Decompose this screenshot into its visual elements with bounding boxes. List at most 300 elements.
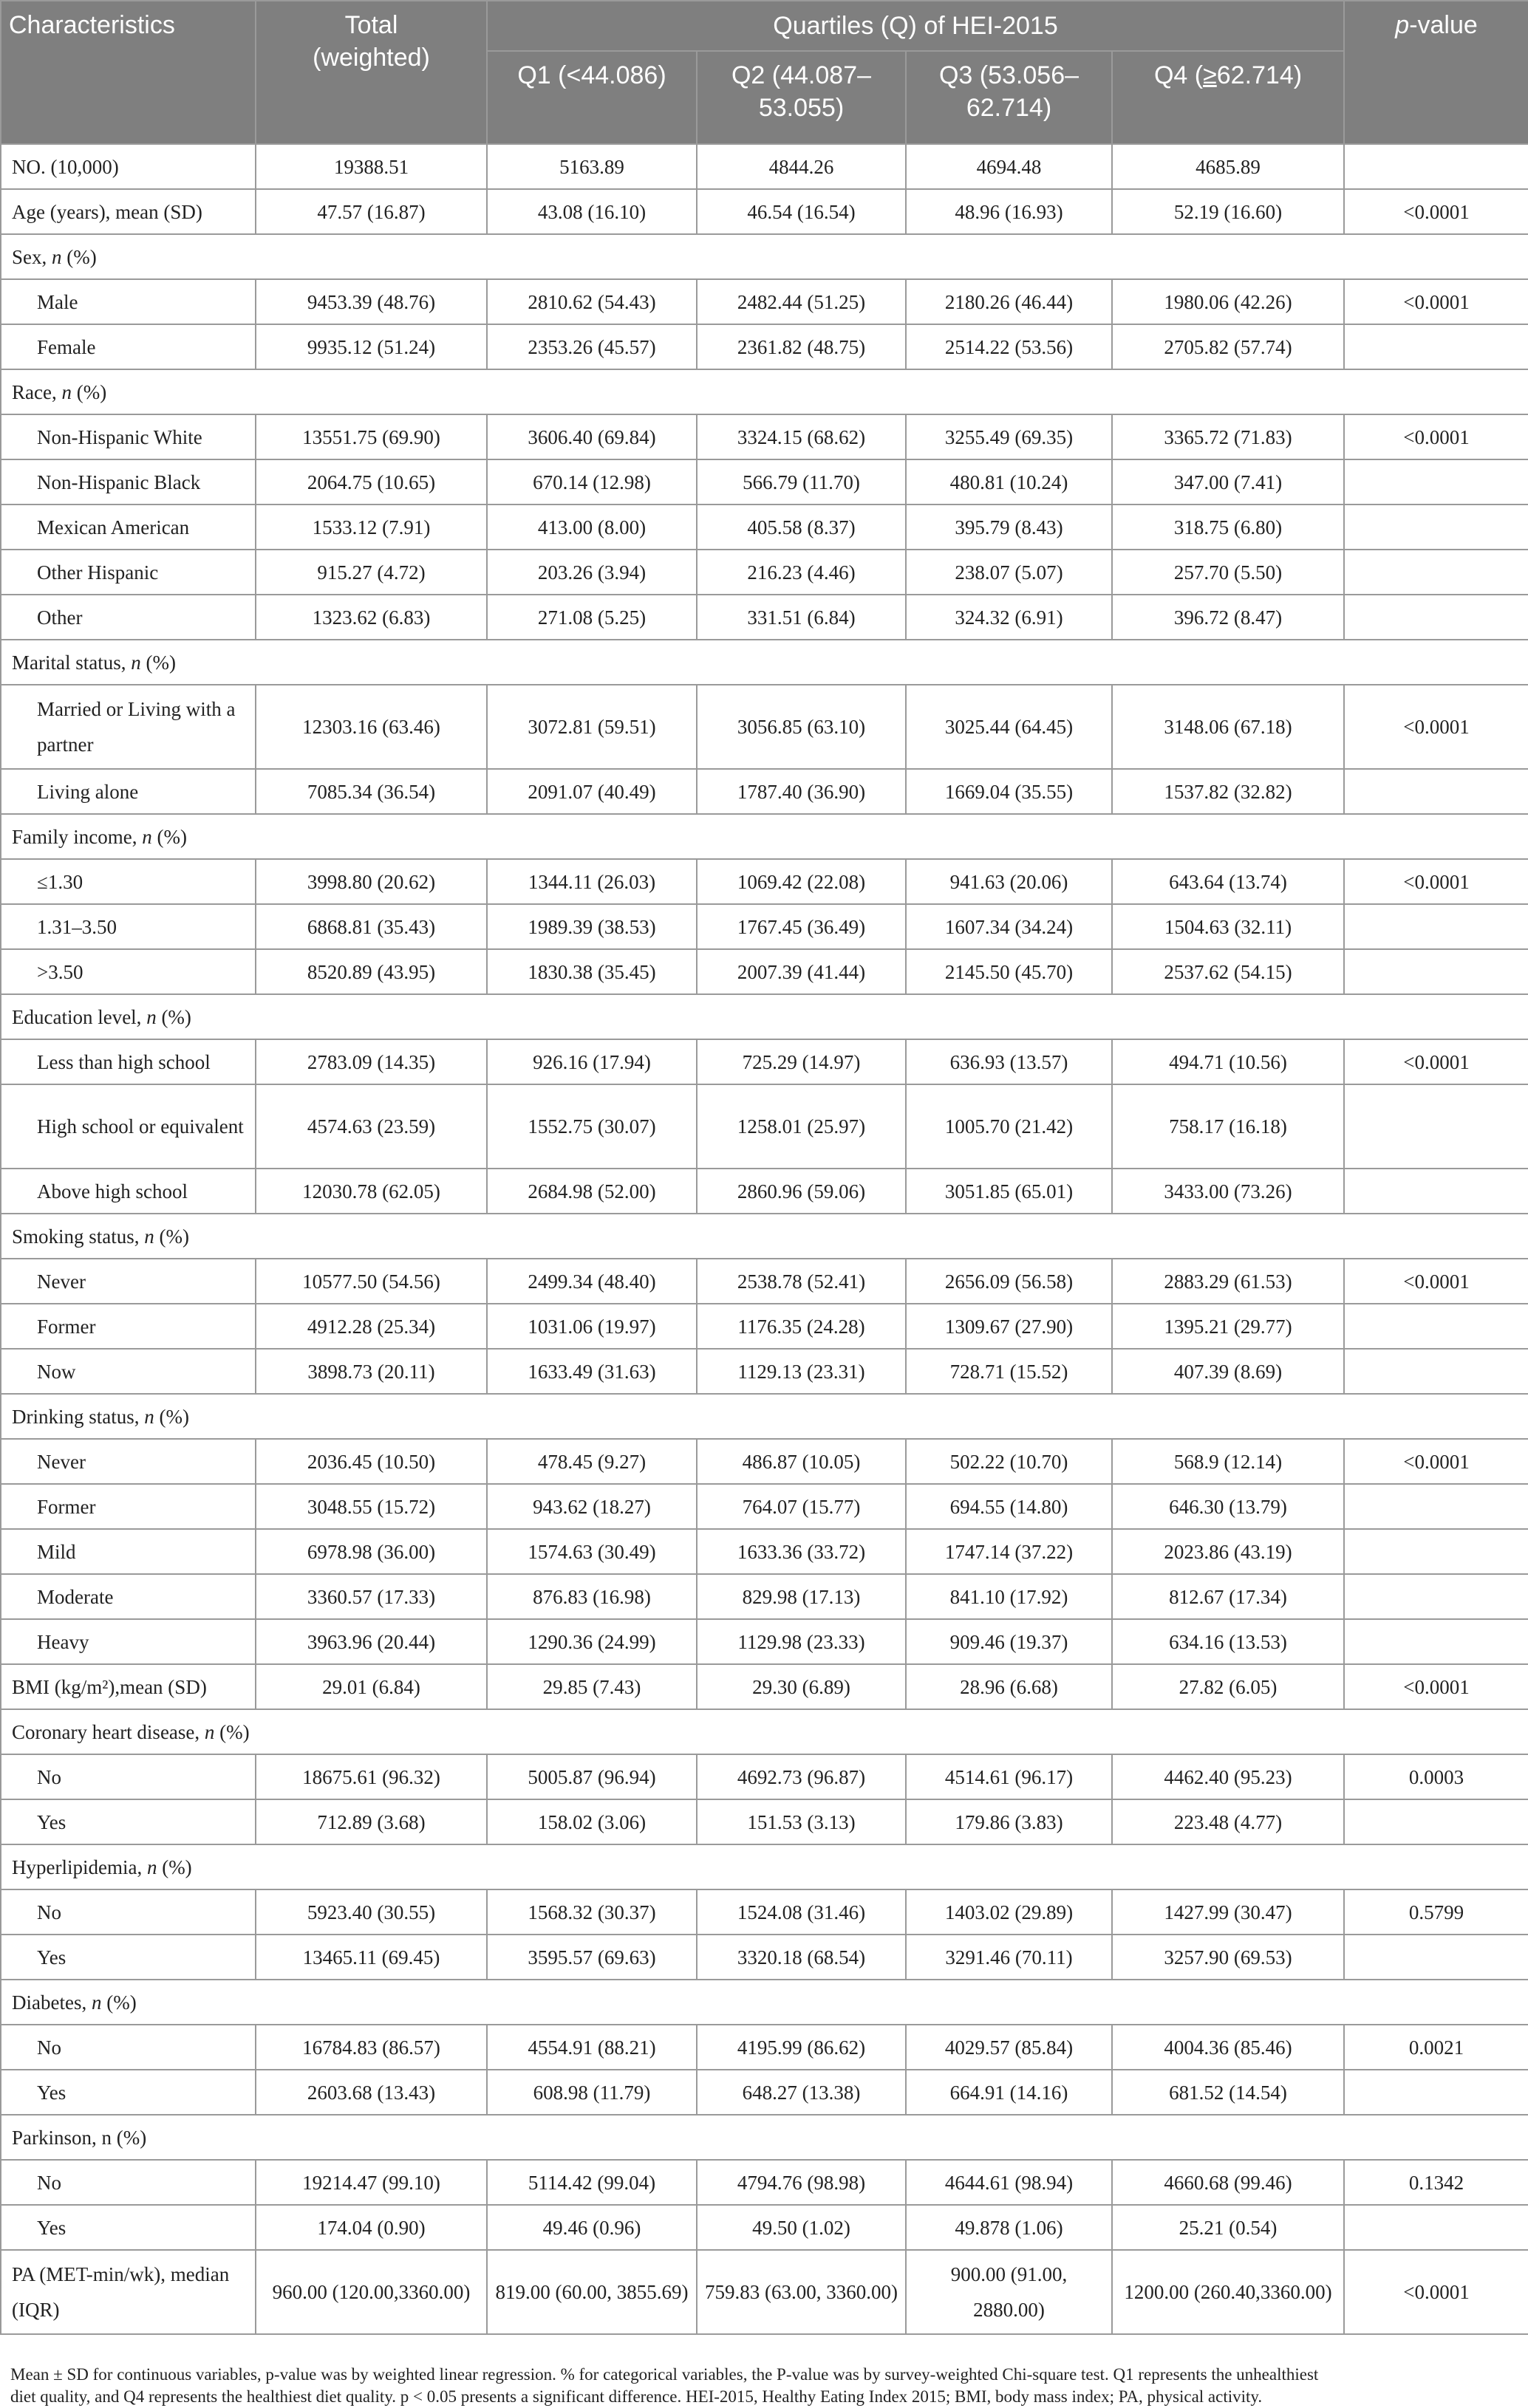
- cell-q2: 1767.45 (36.49): [697, 904, 906, 949]
- cell-q2: 1787.40 (36.90): [697, 769, 906, 814]
- cell-pvalue: <0.0001: [1344, 685, 1528, 769]
- cell-total: 2783.09 (14.35): [256, 1039, 487, 1084]
- cell-total: 3998.80 (20.62): [256, 859, 487, 904]
- cell-q4: 2883.29 (61.53): [1112, 1259, 1344, 1304]
- cell-q4: 3148.06 (67.18): [1112, 685, 1344, 769]
- cell-q2: 4844.26: [697, 144, 906, 189]
- cell-q2: 2482.44 (51.25): [697, 279, 906, 324]
- cell-q3: 395.79 (8.43): [906, 504, 1112, 550]
- cell-total: 8520.89 (43.95): [256, 949, 487, 994]
- cell-total: 3360.57 (17.33): [256, 1574, 487, 1619]
- cell-pvalue: <0.0001: [1344, 1259, 1528, 1304]
- row-label: Now: [1, 1349, 256, 1394]
- category-label-text: Parkinson, n (%): [12, 2126, 147, 2149]
- cell-q2: 3320.18 (68.54): [697, 1935, 906, 1980]
- cell-q4: 4004.36 (85.46): [1112, 2025, 1344, 2070]
- category-label-suffix: (%): [157, 1855, 192, 1878]
- cell-q4: 52.19 (16.60): [1112, 189, 1344, 234]
- header-pvalue-rest: -value: [1409, 11, 1478, 39]
- category-label-n: n: [142, 825, 152, 848]
- row-label: Other Hispanic: [1, 550, 256, 595]
- category-label-n: n: [52, 245, 62, 268]
- cell-q4: 4685.89: [1112, 144, 1344, 189]
- cell-total: 19388.51: [256, 144, 487, 189]
- cell-q2: 1176.35 (24.28): [697, 1304, 906, 1349]
- cell-q2: 29.30 (6.89): [697, 1664, 906, 1709]
- table-row: [1, 189, 1528, 234]
- table-row: [1, 1574, 1528, 1619]
- row-label: Age (years), mean (SD): [1, 189, 256, 234]
- cell-q3: 4644.61 (98.94): [906, 2160, 1112, 2205]
- cell-q1: 608.98 (11.79): [487, 2070, 697, 2115]
- cell-q2: 648.27 (13.38): [697, 2070, 906, 2115]
- table-row: [1, 1664, 1528, 1709]
- cell-total: 3898.73 (20.11): [256, 1349, 487, 1394]
- cell-q4: 4462.40 (95.23): [1112, 1754, 1344, 1799]
- cell-total: 7085.34 (36.54): [256, 769, 487, 814]
- cell-total: 19214.47 (99.10): [256, 2160, 487, 2205]
- table-row: [1, 904, 1528, 949]
- cell-q1: 203.26 (3.94): [487, 550, 697, 595]
- cell-pvalue: [1344, 1574, 1528, 1619]
- category-label-text: Coronary heart disease,: [12, 1720, 205, 1743]
- cell-q1: 670.14 (12.98): [487, 459, 697, 504]
- cell-pvalue: <0.0001: [1344, 1664, 1528, 1709]
- category-label-text: Sex,: [12, 245, 52, 268]
- cell-q4: 2537.62 (54.15): [1112, 949, 1344, 994]
- table-row: [1, 1259, 1528, 1304]
- cell-pvalue: <0.0001: [1344, 189, 1528, 234]
- cell-pvalue: <0.0001: [1344, 1439, 1528, 1484]
- table-row: [1, 769, 1528, 814]
- cell-q4: 347.00 (7.41): [1112, 459, 1344, 504]
- row-label: Living alone: [1, 769, 256, 814]
- cell-pvalue: <0.0001: [1344, 2250, 1528, 2334]
- cell-q4: 634.16 (13.53): [1112, 1619, 1344, 1664]
- cell-q4: 318.75 (6.80): [1112, 504, 1344, 550]
- cell-q4: 643.64 (13.74): [1112, 859, 1344, 904]
- category-label-suffix: (%): [71, 380, 107, 403]
- cell-q1: 43.08 (16.10): [487, 189, 697, 234]
- cell-q3: 841.10 (17.92): [906, 1574, 1112, 1619]
- table-row: [1, 949, 1528, 994]
- cell-q1: 5163.89: [487, 144, 697, 189]
- table-row: [1, 144, 1528, 189]
- header-quartiles: Quartiles (Q) of HEI-2015: [487, 1, 1344, 51]
- cell-pvalue: [1344, 1529, 1528, 1574]
- cell-total: 12303.16 (63.46): [256, 685, 487, 769]
- row-label: NO. (10,000): [1, 144, 256, 189]
- category-label-text: Drinking status,: [12, 1405, 145, 1428]
- cell-q2: 759.83 (63.00, 3360.00): [697, 2250, 906, 2334]
- category-row: [1, 814, 1528, 859]
- cell-pvalue: [1344, 1349, 1528, 1394]
- category-label-text: Smoking status,: [12, 1225, 145, 1248]
- cell-total: 5923.40 (30.55): [256, 1889, 487, 1935]
- cell-total: 9453.39 (48.76): [256, 279, 487, 324]
- cell-pvalue: 0.1342: [1344, 2160, 1528, 2205]
- category-label-suffix: (%): [154, 1225, 190, 1248]
- cell-q3: 1403.02 (29.89): [906, 1889, 1112, 1935]
- row-label: Never: [1, 1259, 256, 1304]
- table-row: [1, 1439, 1528, 1484]
- category-label-suffix: (%): [101, 1991, 137, 2014]
- cell-q4: 3365.72 (71.83): [1112, 414, 1344, 459]
- cell-q4: 494.71 (10.56): [1112, 1039, 1344, 1084]
- category-label-suffix: (%): [154, 1405, 189, 1428]
- category-row: [1, 1394, 1528, 1439]
- cell-q3: 1607.34 (34.24): [906, 904, 1112, 949]
- cell-q2: 1258.01 (25.97): [697, 1084, 906, 1169]
- cell-q2: 2361.82 (48.75): [697, 324, 906, 369]
- header-q2: Q2 (44.087–53.055): [697, 51, 906, 144]
- cell-total: 10577.50 (54.56): [256, 1259, 487, 1304]
- category-label: [1, 1709, 1528, 1754]
- cell-pvalue: [1344, 459, 1528, 504]
- cell-q3: 2514.22 (53.56): [906, 324, 1112, 369]
- header-pvalue-p: p: [1395, 11, 1410, 39]
- cell-q3: 3051.85 (65.01): [906, 1169, 1112, 1214]
- header-total-line1: Total: [344, 11, 398, 39]
- cell-q3: 1747.14 (37.22): [906, 1529, 1112, 1574]
- category-row: [1, 1709, 1528, 1754]
- cell-q1: 29.85 (7.43): [487, 1664, 697, 1709]
- cell-q2: 764.07 (15.77): [697, 1484, 906, 1529]
- table-row: [1, 685, 1528, 769]
- table-row: [1, 1484, 1528, 1529]
- cell-q2: 2007.39 (41.44): [697, 949, 906, 994]
- cell-q4: 1427.99 (30.47): [1112, 1889, 1344, 1935]
- table-row: [1, 859, 1528, 904]
- row-label: Female: [1, 324, 256, 369]
- row-label: No: [1, 2160, 256, 2205]
- category-label-n: n: [61, 380, 72, 403]
- row-label: Former: [1, 1484, 256, 1529]
- cell-q2: 4794.76 (98.98): [697, 2160, 906, 2205]
- cell-q4: 758.17 (16.18): [1112, 1084, 1344, 1169]
- category-row: [1, 994, 1528, 1039]
- cell-q3: 238.07 (5.07): [906, 550, 1112, 595]
- row-label: Other: [1, 595, 256, 640]
- cell-q2: 3324.15 (68.62): [697, 414, 906, 459]
- cell-q2: 3056.85 (63.10): [697, 685, 906, 769]
- cell-q4: 3433.00 (73.26): [1112, 1169, 1344, 1214]
- cell-pvalue: [1344, 904, 1528, 949]
- cell-q1: 478.45 (9.27): [487, 1439, 697, 1484]
- table-row: [1, 1039, 1528, 1084]
- category-label-text: Marital status,: [12, 651, 132, 674]
- cell-q2: 151.53 (3.13): [697, 1799, 906, 1844]
- cell-q4: 2023.86 (43.19): [1112, 1529, 1344, 1574]
- category-label-text: Education level,: [12, 1005, 147, 1028]
- cell-q4: 396.72 (8.47): [1112, 595, 1344, 640]
- cell-total: 12030.78 (62.05): [256, 1169, 487, 1214]
- cell-q2: 46.54 (16.54): [697, 189, 906, 234]
- cell-q1: 5114.42 (99.04): [487, 2160, 697, 2205]
- cell-q1: 2499.34 (48.40): [487, 1259, 697, 1304]
- cell-q1: 876.83 (16.98): [487, 1574, 697, 1619]
- cell-q3: 3255.49 (69.35): [906, 414, 1112, 459]
- category-label-suffix: (%): [151, 825, 187, 848]
- row-label: 1.31–3.50: [1, 904, 256, 949]
- cell-q2: 1524.08 (31.46): [697, 1889, 906, 1935]
- category-label: [1, 1394, 1528, 1439]
- category-label: [1, 814, 1528, 859]
- table-row: [1, 2205, 1528, 2250]
- category-label: [1, 994, 1528, 1039]
- cell-pvalue: [1344, 1484, 1528, 1529]
- cell-q3: 664.91 (14.16): [906, 2070, 1112, 2115]
- cell-pvalue: [1344, 949, 1528, 994]
- category-label-n: n: [91, 1991, 102, 2014]
- cell-q3: 1669.04 (35.55): [906, 769, 1112, 814]
- cell-q1: 158.02 (3.06): [487, 1799, 697, 1844]
- cell-q1: 5005.87 (96.94): [487, 1754, 697, 1799]
- cell-q4: 25.21 (0.54): [1112, 2205, 1344, 2250]
- table-row: [1, 2160, 1528, 2205]
- cell-q4: 568.9 (12.14): [1112, 1439, 1344, 1484]
- cell-q1: 3595.57 (69.63): [487, 1935, 697, 1980]
- table-row: [1, 1304, 1528, 1349]
- category-label-text: Hyperlipidemia,: [12, 1855, 147, 1878]
- table-row: [1, 595, 1528, 640]
- cell-q1: 1290.36 (24.99): [487, 1619, 697, 1664]
- cell-pvalue: [1344, 144, 1528, 189]
- cell-total: 6868.81 (35.43): [256, 904, 487, 949]
- cell-q3: 3025.44 (64.45): [906, 685, 1112, 769]
- cell-q2: 405.58 (8.37): [697, 504, 906, 550]
- cell-q4: 1200.00 (260.40,3360.00): [1112, 2250, 1344, 2334]
- cell-total: 4912.28 (25.34): [256, 1304, 487, 1349]
- cell-pvalue: [1344, 1169, 1528, 1214]
- category-label-suffix: (%): [156, 1005, 191, 1028]
- cell-q3: 694.55 (14.80): [906, 1484, 1112, 1529]
- cell-q1: 1989.39 (38.53): [487, 904, 697, 949]
- category-label-n: n: [146, 1855, 157, 1878]
- row-label: Mexican American: [1, 504, 256, 550]
- cell-q3: 909.46 (19.37): [906, 1619, 1112, 1664]
- cell-q1: 271.08 (5.25): [487, 595, 697, 640]
- cell-q4: 4660.68 (99.46): [1112, 2160, 1344, 2205]
- table-row: [1, 279, 1528, 324]
- category-row: [1, 2115, 1528, 2160]
- category-label-n: n: [144, 1225, 154, 1248]
- cell-pvalue: [1344, 504, 1528, 550]
- category-row: [1, 640, 1528, 685]
- row-label: Above high school: [1, 1169, 256, 1214]
- cell-q3: 49.878 (1.06): [906, 2205, 1112, 2250]
- cell-pvalue: 0.0003: [1344, 1754, 1528, 1799]
- cell-q2: 2860.96 (59.06): [697, 1169, 906, 1214]
- cell-pvalue: [1344, 1084, 1528, 1169]
- cell-pvalue: [1344, 769, 1528, 814]
- row-label: Mild: [1, 1529, 256, 1574]
- cell-q3: 4029.57 (85.84): [906, 2025, 1112, 2070]
- cell-total: 3048.55 (15.72): [256, 1484, 487, 1529]
- cell-q3: 2656.09 (56.58): [906, 1259, 1112, 1304]
- cell-q3: 2180.26 (46.44): [906, 279, 1112, 324]
- category-label-n: n: [204, 1720, 215, 1743]
- cell-q1: 943.62 (18.27): [487, 1484, 697, 1529]
- cell-q4: 646.30 (13.79): [1112, 1484, 1344, 1529]
- cell-total: 3963.96 (20.44): [256, 1619, 487, 1664]
- row-label: High school or equivalent: [1, 1084, 256, 1169]
- cell-q1: 3606.40 (69.84): [487, 414, 697, 459]
- table-row: [1, 2070, 1528, 2115]
- cell-total: 2603.68 (13.43): [256, 2070, 487, 2115]
- table-row: [1, 1799, 1528, 1844]
- cell-pvalue: [1344, 1304, 1528, 1349]
- category-row: [1, 1844, 1528, 1889]
- cell-q1: 4554.91 (88.21): [487, 2025, 697, 2070]
- cell-q2: 1129.98 (23.33): [697, 1619, 906, 1664]
- table-row: [1, 1754, 1528, 1799]
- cell-pvalue: [1344, 1799, 1528, 1844]
- row-label: Married or Living with a partner: [1, 685, 256, 769]
- cell-q1: 3072.81 (59.51): [487, 685, 697, 769]
- cell-pvalue: [1344, 324, 1528, 369]
- header-q3: Q3 (53.056–62.714): [906, 51, 1112, 144]
- category-label-n: n: [144, 1405, 154, 1428]
- category-label: [1, 640, 1528, 685]
- cell-pvalue: [1344, 2070, 1528, 2115]
- cell-q4: 223.48 (4.77): [1112, 1799, 1344, 1844]
- cell-q2: 829.98 (17.13): [697, 1574, 906, 1619]
- cell-q2: 331.51 (6.84): [697, 595, 906, 640]
- cell-total: 13551.75 (69.90): [256, 414, 487, 459]
- category-label-suffix: (%): [61, 245, 97, 268]
- cell-q3: 2145.50 (45.70): [906, 949, 1112, 994]
- cell-q4: 27.82 (6.05): [1112, 1664, 1344, 1709]
- cell-q1: 2684.98 (52.00): [487, 1169, 697, 1214]
- cell-q3: 179.86 (3.83): [906, 1799, 1112, 1844]
- category-label: [1, 1214, 1528, 1259]
- cell-total: 6978.98 (36.00): [256, 1529, 487, 1574]
- cell-q2: 566.79 (11.70): [697, 459, 906, 504]
- cell-q1: 1830.38 (35.45): [487, 949, 697, 994]
- header-q1: Q1 (<44.086): [487, 51, 697, 144]
- cell-q1: 413.00 (8.00): [487, 504, 697, 550]
- cell-q3: 1005.70 (21.42): [906, 1084, 1112, 1169]
- cell-q2: 4692.73 (96.87): [697, 1754, 906, 1799]
- cell-q3: 636.93 (13.57): [906, 1039, 1112, 1084]
- cell-q1: 2091.07 (40.49): [487, 769, 697, 814]
- table-row: [1, 1889, 1528, 1935]
- cell-q3: 728.71 (15.52): [906, 1349, 1112, 1394]
- cell-q2: 725.29 (14.97): [697, 1039, 906, 1084]
- row-label: BMI (kg/m²),mean (SD): [1, 1664, 256, 1709]
- cell-total: 18675.61 (96.32): [256, 1754, 487, 1799]
- cell-q3: 4694.48: [906, 144, 1112, 189]
- cell-total: 29.01 (6.84): [256, 1664, 487, 1709]
- cell-pvalue: <0.0001: [1344, 279, 1528, 324]
- cell-total: 960.00 (120.00,3360.00): [256, 2250, 487, 2334]
- cell-pvalue: <0.0001: [1344, 414, 1528, 459]
- cell-q3: 502.22 (10.70): [906, 1439, 1112, 1484]
- cell-total: 174.04 (0.90): [256, 2205, 487, 2250]
- cell-q2: 1069.42 (22.08): [697, 859, 906, 904]
- cell-q2: 2538.78 (52.41): [697, 1259, 906, 1304]
- cell-q3: 900.00 (91.00, 2880.00): [906, 2250, 1112, 2334]
- header-q4-prefix: Q4 (: [1153, 61, 1204, 89]
- row-label: Heavy: [1, 1619, 256, 1664]
- cell-q2: 1129.13 (23.31): [697, 1349, 906, 1394]
- cell-q3: 1309.67 (27.90): [906, 1304, 1112, 1349]
- cell-total: 1323.62 (6.83): [256, 595, 487, 640]
- cell-total: 4574.63 (23.59): [256, 1084, 487, 1169]
- table-header: [1, 1, 1528, 144]
- cell-total: 13465.11 (69.45): [256, 1935, 487, 1980]
- category-label-n: n: [131, 651, 141, 674]
- row-label: No: [1, 2025, 256, 2070]
- row-label: Yes: [1, 1799, 256, 1844]
- row-label: Male: [1, 279, 256, 324]
- row-label: ≤1.30: [1, 859, 256, 904]
- table-row: [1, 1084, 1528, 1169]
- category-label-suffix: (%): [140, 651, 176, 674]
- category-row: [1, 1214, 1528, 1259]
- cell-q1: 1344.11 (26.03): [487, 859, 697, 904]
- cell-q2: 1633.36 (33.72): [697, 1529, 906, 1574]
- category-row: [1, 1980, 1528, 2025]
- category-label: [1, 369, 1528, 414]
- cell-total: 1533.12 (7.91): [256, 504, 487, 550]
- row-label: Former: [1, 1304, 256, 1349]
- table-row: [1, 414, 1528, 459]
- category-row: [1, 234, 1528, 279]
- cell-q3: 324.32 (6.91): [906, 595, 1112, 640]
- row-label: No: [1, 1889, 256, 1935]
- cell-q1: 2353.26 (45.57): [487, 324, 697, 369]
- category-label: [1, 2115, 1528, 2160]
- row-label: Yes: [1, 2070, 256, 2115]
- row-label: Non-Hispanic Black: [1, 459, 256, 504]
- category-label-suffix: (%): [214, 1720, 250, 1743]
- row-label: >3.50: [1, 949, 256, 994]
- row-label: No: [1, 1754, 256, 1799]
- category-label-text: Family income,: [12, 825, 143, 848]
- cell-q2: 486.87 (10.05): [697, 1439, 906, 1484]
- cell-q4: 1980.06 (42.26): [1112, 279, 1344, 324]
- cell-q3: 941.63 (20.06): [906, 859, 1112, 904]
- cell-q4: 3257.90 (69.53): [1112, 1935, 1344, 1980]
- cell-q4: 257.70 (5.50): [1112, 550, 1344, 595]
- table-row: [1, 504, 1528, 550]
- header-total: [256, 1, 487, 144]
- cell-total: 2036.45 (10.50): [256, 1439, 487, 1484]
- table-body: [1, 144, 1528, 2334]
- footnote-line1: Mean ± SD for continuous variables, p-value was by weighted linear regression. % for categorical variables, the P-value was by survey-weighted Chi-square test. Q1 represents the unhealthiest: [10, 2365, 1319, 2384]
- cell-total: 47.57 (16.87): [256, 189, 487, 234]
- table-row: [1, 1349, 1528, 1394]
- cell-q2: 216.23 (4.46): [697, 550, 906, 595]
- cell-pvalue: [1344, 2205, 1528, 2250]
- header-characteristics: Characteristics: [1, 1, 256, 144]
- cell-q1: 1568.32 (30.37): [487, 1889, 697, 1935]
- cell-pvalue: [1344, 1619, 1528, 1664]
- table-row: [1, 550, 1528, 595]
- cell-pvalue: [1344, 1935, 1528, 1980]
- cell-q4: 407.39 (8.69): [1112, 1349, 1344, 1394]
- cell-q4: 812.67 (17.34): [1112, 1574, 1344, 1619]
- table-row: [1, 459, 1528, 504]
- cell-q3: 3291.46 (70.11): [906, 1935, 1112, 1980]
- row-label: Non-Hispanic White: [1, 414, 256, 459]
- cell-q1: 819.00 (60.00, 3855.69): [487, 2250, 697, 2334]
- table-row: [1, 324, 1528, 369]
- cell-q4: 681.52 (14.54): [1112, 2070, 1344, 2115]
- table-footnote: [10, 2364, 1518, 2408]
